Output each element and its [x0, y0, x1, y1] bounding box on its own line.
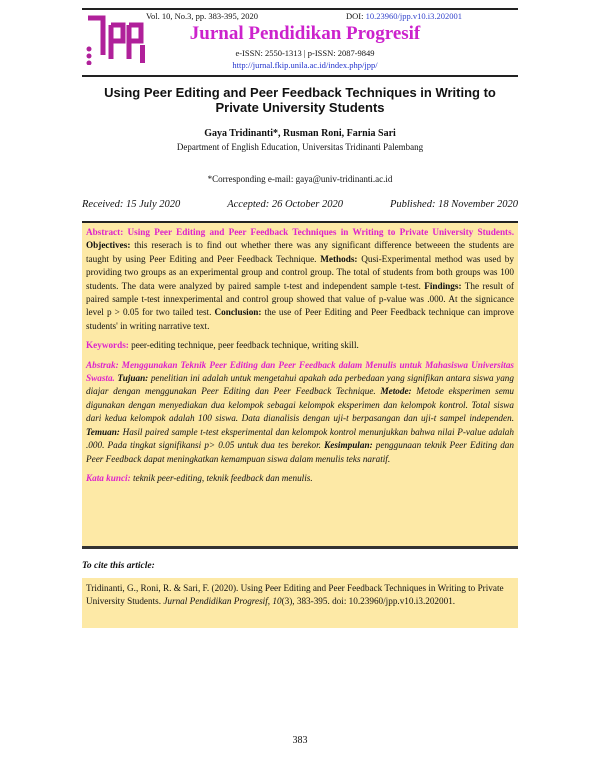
keywords-label: Keywords: — [86, 340, 129, 351]
page-number: 383 — [292, 735, 308, 746]
article-title: Using Peer Editing and Peer Feedback Techniques in Writing to Private University Students — [104, 85, 496, 115]
cite-rest: (3), 383-395. doi: 10.23960/jpp.v10.i3.202001. — [281, 596, 456, 607]
issn: e-ISSN: 2550-1313 | p-ISSN: 2087-9849 — [235, 48, 375, 58]
cite-text: Tridinanti, G., Roni, R. & Sari, F. (2020). Using Peer Editing and Peer Feedback Techniques in Writing to Private University Students. — [86, 583, 504, 607]
label: Temuan: — [86, 426, 120, 437]
cite-journal: Jurnal Pendidikan Progresif — [163, 596, 268, 607]
cite-sep: , — [267, 596, 273, 607]
text: Metode eksperimen semu digunakan dengan menyediakan dua kelompok sebagai kelompok eksperimen dan kelompok kontrol. Total siswa dari kedua kelompok adalah 100 siswa. Data dianalisis dengan uji-t berpasangan dan uji-t sampel independen. — [86, 386, 514, 424]
journal-url-link[interactable]: http://jurnal.fkip.unila.ac.id/index.php/jpp/ — [232, 60, 378, 70]
abstract-en — [86, 226, 514, 333]
text: penelitian ini adalah untuk mengetahui apakah ada perbedaan yang signifikan antara siswa yang diajar dengan menggunakan Peer Editing dan Peer Feedback Technique. — [86, 373, 514, 397]
text: The result of paired sample t-test innexperimental and control group showed that value of p-value was .000. At the signicance level p > 0.05 for two tailed test. — [86, 280, 514, 318]
kata-kunci — [86, 472, 514, 485]
cite-heading: To cite this article: — [82, 561, 155, 571]
affiliation: Department of English Education, Universitas Tridinanti Palembang — [176, 142, 424, 152]
doi — [346, 11, 462, 21]
label: Objectives: — [86, 240, 131, 251]
cite-volume: 10 — [272, 596, 282, 607]
text: Qusi-Experimental method was used by providing two groups as an experimental group and control group. The total of students from both groups was 100 students. The data were analyzed by paired sample t-test and independent sample t-test. — [86, 253, 514, 291]
text: penggunaan teknik Peer Editing dan Peer Feedback dapat meningkatkan kemampuan siswa dalam menulis teks naratif. — [86, 440, 514, 464]
text: the use of Peer Editing and Peer Feedback technique can improve students' in writing narrative text. — [86, 307, 514, 331]
abstrak-heading: Abstrak: Menggunakan Teknik Peer Editing dan Peer Feedback dalam Menulis untuk Mahasiswa Universitas Swasta. — [86, 359, 514, 384]
authors: Gaya Tridinanti*, Rusman Roni, Farnia Sari — [204, 128, 396, 139]
kata-kunci-text: teknik peer-editing, teknik feedback dan menulis. — [130, 472, 313, 483]
article-dates — [82, 199, 518, 210]
journal-name: Jurnal Pendidikan Progresif — [189, 23, 421, 44]
label: Methods: — [320, 253, 358, 264]
citation-box — [82, 578, 518, 628]
label: Metode: — [380, 386, 412, 397]
text: Hasil paired sample t-test eksperimental dan kelompok kontrol menunjukkan bahwa nilai P-value adalah .000. Pada tingkat signifikansi p> 0.05 untuk dua tes berekor. — [86, 426, 514, 451]
header-bottom-rule — [82, 75, 518, 77]
abstrak-id — [86, 359, 514, 466]
kata-kunci-label: Kata kunci: — [86, 472, 131, 483]
label: Findings: — [424, 280, 462, 291]
header-top-rule — [82, 8, 518, 10]
abstract-heading: Abstract: Using Peer Editing and Peer Feedback Techniques in Writing to Private University Students. — [86, 227, 514, 237]
keywords-en — [86, 339, 514, 352]
label: Conclusion: — [214, 307, 262, 318]
doi-link[interactable]: 10.23960/jpp.v10.i3.202001 — [365, 11, 462, 21]
volume-info: Vol. 10, No.3, pp. 383-395, 2020 — [146, 11, 258, 21]
corresponding-email: *Corresponding e-mail: gaya@univ-tridinanti.ac.id — [207, 174, 393, 184]
label: Tujuan: — [117, 373, 149, 384]
text: this reserach is to find out whether there was any significant difference betweeen the students are taught by using Peer Editing and Peer Feedback Technique. — [86, 240, 514, 264]
abstract-box — [82, 223, 518, 549]
doi-label: DOI: — [346, 11, 366, 21]
published-date: Published: 18 November 2020 — [389, 199, 518, 210]
journal-url — [0, 60, 600, 70]
accepted-date: Accepted: 26 October 2020 — [227, 199, 343, 210]
received-date: Received: 15 July 2020 — [82, 199, 181, 210]
keywords: peer-editing technique, peer feedback technique, writing skill. — [128, 340, 359, 351]
label: Kesimpulan: — [324, 440, 373, 451]
